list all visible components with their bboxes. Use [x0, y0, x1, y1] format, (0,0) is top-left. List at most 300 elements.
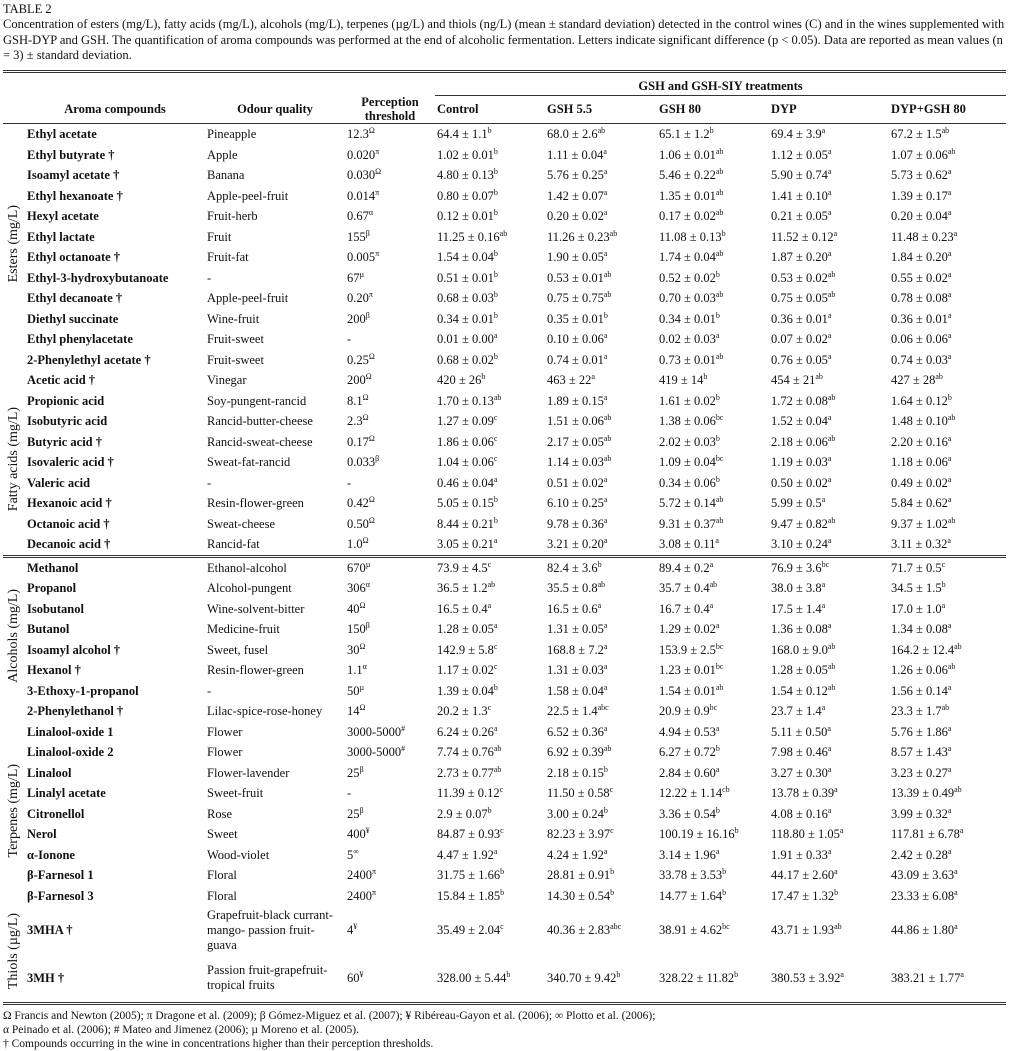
mean-sd: 35.5 ± 0.8 — [547, 581, 598, 595]
value-dyp — [769, 329, 889, 350]
mean-sd: 420 ± 26 — [437, 373, 482, 387]
value-dyp — [769, 432, 889, 453]
significance-letter: a — [603, 330, 608, 340]
threshold-reference: Ω — [375, 166, 382, 176]
mean-sd: 0.75 ± 0.05 — [771, 291, 828, 305]
col-odour-quality: Odour quality — [205, 95, 345, 124]
value-dyp — [769, 865, 889, 886]
significance-letter: a — [827, 412, 832, 422]
mean-sd: 33.78 ± 3.53 — [659, 868, 723, 882]
significance-letter: a — [941, 600, 946, 610]
group-label: Esters (mg/L) — [6, 205, 21, 283]
mean-sd: 1.31 ± 0.05 — [547, 622, 604, 636]
value-dyp — [769, 640, 889, 661]
mean-sd: 0.34 ± 0.06 — [659, 475, 716, 490]
value-dyp-gsh-80 — [889, 619, 1006, 640]
significance-letter: b — [481, 371, 486, 381]
significance-letter: b — [715, 269, 720, 279]
mean-sd: 383.21 ± 1.77 — [891, 970, 961, 985]
mean-sd: 0.78 ± 0.08 — [891, 291, 948, 305]
significance-letter: a — [827, 474, 832, 484]
value-dyp — [769, 247, 889, 268]
value-dyp-gsh-80 — [889, 186, 1006, 207]
significance-letter: ab — [603, 289, 612, 299]
table-row — [3, 370, 1006, 391]
threshold-reference: # — [401, 743, 406, 753]
odour-quality: Wine-fruit — [207, 311, 260, 326]
value-dyp — [769, 165, 889, 186]
value-dyp — [769, 824, 889, 845]
value-gsh-5-5 — [545, 865, 657, 886]
odour-quality: Fruit-herb — [207, 209, 258, 223]
value-gsh-80 — [657, 865, 769, 886]
perception-threshold — [345, 906, 435, 954]
value-control — [435, 329, 545, 350]
mean-sd: 1.89 ± 0.15 — [547, 393, 604, 408]
mean-sd: 1.91 ± 0.33 — [771, 847, 828, 862]
significance-letter: ab — [827, 641, 836, 651]
threshold-value: 25 — [347, 806, 360, 821]
col-dyp: DYP — [769, 95, 889, 124]
value-dyp-gsh-80 — [889, 886, 1006, 907]
value-gsh-5-5 — [545, 514, 657, 535]
significance-letter: a — [947, 207, 952, 217]
significance-letter: ab — [941, 702, 950, 712]
value-dyp-gsh-80 — [889, 578, 1006, 599]
significance-letter: a — [834, 866, 838, 876]
value-gsh-80 — [657, 742, 769, 763]
mean-sd: 1.38 ± 0.06 — [659, 414, 716, 428]
value-control — [435, 165, 545, 186]
threshold-value: 0.42 — [347, 496, 369, 510]
value-gsh-5-5 — [545, 165, 657, 186]
compound-name: 3-Ethoxy-1-propanol — [27, 683, 139, 698]
mean-sd: 11.48 ± 0.23 — [891, 229, 954, 244]
table-row — [3, 742, 1006, 763]
value-control — [435, 124, 545, 145]
threshold-reference: β — [365, 310, 370, 320]
mean-sd: 1.86 ± 0.06 — [437, 434, 494, 449]
value-gsh-80 — [657, 227, 769, 248]
value-gsh-80 — [657, 534, 769, 556]
value-control — [435, 619, 545, 640]
compound-name: Methanol — [25, 556, 205, 578]
value-dyp — [769, 124, 889, 145]
significance-letter: b — [493, 351, 498, 361]
value-dyp — [769, 411, 889, 432]
significance-letter: a — [833, 228, 838, 238]
mean-sd: 5.73 ± 0.62 — [891, 168, 948, 182]
value-gsh-5-5 — [545, 619, 657, 640]
odour-quality: Flower-lavender — [207, 765, 290, 780]
threshold-reference: Ω — [368, 433, 375, 443]
footnote-line: α Peinado et al. (2006); # Mateo and Jimenez (2006); µ Moreno et al. (2005). — [3, 1024, 359, 1036]
mean-sd: 2.9 ± 0.07 — [437, 806, 488, 821]
significance-letter: b — [709, 125, 714, 135]
table-row — [3, 309, 1006, 330]
mean-sd: 35.49 ± 2.04 — [437, 922, 501, 937]
odour-quality: Alcohol-pungent — [207, 581, 292, 595]
mean-sd: 11.25 ± 0.16 — [437, 229, 500, 244]
value-dyp — [769, 954, 889, 1004]
significance-letter: a — [834, 784, 838, 794]
threshold-reference: π — [375, 146, 380, 156]
threshold-reference: π — [368, 289, 373, 299]
significance-letter: a — [493, 620, 498, 630]
perception-threshold — [345, 865, 435, 886]
mean-sd: 4.24 ± 1.92 — [547, 847, 604, 862]
odour-quality: Grapefruit-black currant-mango- passion fruit-guava — [207, 907, 333, 952]
significance-letter: c — [493, 453, 498, 463]
mean-sd: 5.84 ± 0.62 — [891, 496, 948, 510]
significance-letter: ab — [493, 392, 502, 402]
significance-letter: ab — [603, 269, 612, 279]
mean-sd: 11.50 ± 0.58 — [547, 786, 610, 800]
significance-letter: ab — [941, 125, 950, 135]
mean-sd: 1.09 ± 0.04 — [659, 455, 716, 469]
odour-quality: Soy-pungent-rancid — [207, 393, 307, 408]
value-gsh-80 — [657, 578, 769, 599]
significance-letter: ab — [715, 351, 724, 361]
table-caption: Concentration of esters (mg/L), fatty acids (mg/L), alcohols (mg/L), terpenes (µg/L) and thiols (ng/L) (mean ± standard deviation) detected in the control wines (C) and in the wines supplemented with GSH-DYP and GSH. The quantification of aroma compounds was performed at the end of alcoholic fermentation. Letters indicate significant difference (p < 0.05). Data are reported as mean values (n = 3) ± standard deviation. — [3, 17, 1005, 62]
odour-quality: Fruit-sweet — [207, 352, 264, 367]
mean-sd: 3.36 ± 0.54 — [659, 806, 716, 821]
value-control — [435, 473, 545, 494]
odour-quality: Wine-solvent-bitter — [207, 601, 305, 616]
threshold-reference: Ω — [362, 412, 369, 422]
value-dyp — [769, 493, 889, 514]
table-row — [3, 493, 1006, 514]
mean-sd: 5.76 ± 0.25 — [547, 168, 604, 182]
mean-sd: 9.31 ± 0.37 — [659, 516, 716, 531]
mean-sd: 40.36 ± 2.83 — [547, 922, 611, 937]
mean-sd: 1.48 ± 0.10 — [891, 414, 948, 428]
value-control — [435, 247, 545, 268]
mean-sd: 1.42 ± 0.07 — [547, 188, 604, 203]
significance-letter: a — [839, 825, 844, 835]
mean-sd: 68.0 ± 2.6 — [547, 127, 598, 141]
value-gsh-80 — [657, 206, 769, 227]
perception-threshold — [345, 681, 435, 702]
significance-letter: bc — [715, 661, 724, 671]
significance-letter: a — [947, 453, 952, 463]
mean-sd: 5.90 ± 0.74 — [771, 168, 828, 182]
compound-name: Propionic acid — [27, 393, 105, 408]
perception-threshold — [345, 227, 435, 248]
table-row — [3, 701, 1006, 722]
significance-letter: a — [603, 515, 608, 525]
significance-letter: b — [603, 805, 608, 815]
mean-sd: 340.70 ± 9.42 — [547, 970, 617, 985]
value-control — [435, 660, 545, 681]
value-dyp-gsh-80 — [889, 599, 1006, 620]
table-row — [3, 411, 1006, 432]
significance-letter: ab — [597, 579, 606, 589]
odour-quality: Vinegar — [207, 373, 247, 387]
col-gsh-80: GSH 80 — [657, 95, 769, 124]
value-dyp — [769, 186, 889, 207]
value-control — [435, 227, 545, 248]
significance-letter: bc — [715, 412, 724, 422]
mean-sd: 1.12 ± 0.05 — [771, 147, 828, 162]
value-dyp-gsh-80 — [889, 845, 1006, 866]
perception-threshold — [345, 329, 435, 350]
significance-letter: b — [715, 392, 720, 402]
mean-sd: 328.22 ± 11.82 — [659, 970, 735, 985]
threshold-value: 150 — [347, 622, 366, 636]
mean-sd: 1.28 ± 0.05 — [771, 663, 828, 677]
threshold-value: 0.67 — [347, 209, 369, 223]
mean-sd: 2.84 ± 0.60 — [659, 765, 716, 780]
significance-letter: b — [493, 289, 498, 299]
perception-threshold — [345, 370, 435, 391]
value-gsh-80 — [657, 886, 769, 907]
mean-sd: 11.08 ± 0.13 — [659, 229, 722, 244]
value-dyp-gsh-80 — [889, 742, 1006, 763]
perception-threshold — [345, 722, 435, 743]
odour-quality: - — [207, 475, 212, 490]
significance-letter: a — [603, 392, 608, 402]
mean-sd: 1.17 ± 0.02 — [437, 663, 494, 677]
odour-quality: Sweat-cheese — [207, 516, 276, 531]
mean-sd: 1.27 ± 0.09 — [437, 414, 494, 428]
value-gsh-80 — [657, 763, 769, 784]
significance-letter: a — [947, 310, 952, 320]
significance-letter: a — [603, 641, 608, 651]
significance-letter: ab — [947, 146, 956, 156]
significance-letter: a — [947, 723, 952, 733]
significance-letter: a — [603, 846, 608, 856]
mean-sd: 5.05 ± 0.15 — [437, 496, 494, 510]
value-gsh-5-5 — [545, 227, 657, 248]
mean-sd: 9.78 ± 0.36 — [547, 516, 604, 531]
odour-quality: Sweat-fat-rancid — [207, 455, 291, 469]
mean-sd: 0.20 ± 0.02 — [547, 209, 604, 223]
threshold-value: 40 — [347, 601, 360, 616]
mean-sd: 0.74 ± 0.01 — [547, 352, 604, 367]
significance-letter: ab — [827, 515, 836, 525]
mean-sd: 1.56 ± 0.14 — [891, 683, 948, 698]
odour-quality: Sweet-fruit — [207, 786, 264, 800]
significance-letter: a — [840, 969, 844, 979]
mean-sd: 1.18 ± 0.06 — [891, 455, 948, 469]
threshold-reference: π — [375, 248, 380, 258]
compound-name: Isovaleric acid † — [27, 455, 114, 469]
significance-letter: b — [715, 310, 720, 320]
value-dyp — [769, 906, 889, 954]
mean-sd: 3.21 ± 0.20 — [547, 537, 604, 551]
odour-quality: Wood-violet — [207, 847, 270, 862]
mean-sd: 1.35 ± 0.01 — [659, 188, 716, 203]
value-control — [435, 145, 545, 166]
mean-sd: 1.58 ± 0.04 — [547, 683, 604, 698]
value-dyp-gsh-80 — [889, 165, 1006, 186]
perception-threshold — [345, 640, 435, 661]
threshold-value: 670 — [347, 560, 366, 575]
perception-threshold — [345, 804, 435, 825]
threshold-reference: π — [372, 887, 377, 897]
threshold-reference: β — [375, 453, 380, 463]
mean-sd: 5.72 ± 0.14 — [659, 496, 716, 510]
mean-sd: 1.28 ± 0.05 — [437, 622, 494, 636]
significance-letter: b — [493, 146, 498, 156]
significance-letter: bc — [709, 702, 718, 712]
significance-letter: b — [493, 515, 498, 525]
value-gsh-5-5 — [545, 432, 657, 453]
threshold-value: 200 — [347, 373, 366, 387]
significance-letter: a — [947, 474, 952, 484]
compound-name: Ethyl-3-hydroxybutanoate — [27, 270, 169, 285]
compound-name: Octanoic acid † — [27, 516, 110, 531]
significance-letter: a — [954, 921, 958, 931]
significance-letter: b — [597, 559, 602, 569]
value-gsh-5-5 — [545, 763, 657, 784]
value-dyp-gsh-80 — [889, 370, 1006, 391]
significance-letter: a — [947, 351, 952, 361]
significance-letter: a — [603, 682, 608, 692]
value-dyp-gsh-80 — [889, 783, 1006, 804]
value-control — [435, 578, 545, 599]
table-row — [3, 619, 1006, 640]
significance-letter: c — [487, 559, 492, 569]
perception-threshold — [345, 165, 435, 186]
odour-quality: Apple — [207, 147, 238, 162]
mean-sd: 0.17 ± 0.02 — [659, 209, 716, 223]
mean-sd: 65.1 ± 1.2 — [659, 127, 710, 141]
group-label-cell — [3, 722, 25, 907]
mean-sd: 0.75 ± 0.75 — [547, 291, 604, 305]
table-row — [3, 865, 1006, 886]
value-dyp — [769, 681, 889, 702]
significance-letter: b — [500, 866, 505, 876]
mean-sd: 43.09 ± 3.63 — [891, 868, 955, 882]
threshold-value: 8.1 — [347, 393, 363, 408]
compound-name: 3MHA † — [27, 922, 73, 937]
mean-sd: 1.74 ± 0.04 — [659, 250, 716, 264]
significance-letter: a — [493, 846, 498, 856]
value-gsh-80 — [657, 681, 769, 702]
threshold-value: 25 — [347, 765, 360, 780]
significance-letter: ab — [827, 661, 836, 671]
significance-letter: a — [597, 600, 602, 610]
mean-sd: 16.5 ± 0.6 — [547, 601, 598, 616]
significance-letter: a — [715, 723, 720, 733]
significance-letter: a — [493, 723, 498, 733]
value-control — [435, 452, 545, 473]
significance-letter: a — [827, 207, 832, 217]
significance-letter: b — [722, 887, 727, 897]
table-title: TABLE 2 — [3, 2, 52, 16]
mean-sd: 0.76 ± 0.05 — [771, 352, 828, 367]
odour-quality: - — [207, 270, 212, 285]
value-gsh-80 — [657, 370, 769, 391]
mean-sd: 0.68 ± 0.03 — [437, 291, 494, 305]
odour-quality: Fruit-fat — [207, 250, 249, 264]
value-gsh-80 — [657, 514, 769, 535]
threshold-value: 2.3 — [347, 414, 363, 428]
perception-threshold — [345, 845, 435, 866]
mean-sd: 0.68 ± 0.02 — [437, 352, 494, 367]
compound-name: β-Farnesol 3 — [27, 888, 94, 903]
table-row — [3, 534, 1006, 556]
mean-sd: 168.0 ± 9.0 — [771, 642, 828, 657]
significance-letter: a — [603, 494, 608, 504]
value-dyp-gsh-80 — [889, 681, 1006, 702]
significance-letter: a — [603, 207, 608, 217]
value-gsh-80 — [657, 452, 769, 473]
threshold-value: 155 — [347, 229, 366, 244]
value-gsh-5-5 — [545, 411, 657, 432]
significance-letter: a — [715, 535, 719, 545]
threshold-reference: Ω — [365, 371, 372, 381]
mean-sd: 5.76 ± 1.86 — [891, 724, 948, 739]
value-gsh-80 — [657, 619, 769, 640]
significance-letter: a — [603, 620, 608, 630]
value-control — [435, 804, 545, 825]
significance-letter: bc — [821, 559, 830, 569]
mean-sd: 1.39 ± 0.17 — [891, 188, 948, 203]
value-control — [435, 370, 545, 391]
group-label: Alcohols (mg/L) — [6, 589, 21, 684]
value-control — [435, 763, 545, 784]
table-row — [3, 763, 1006, 784]
significance-letter: c — [499, 784, 504, 794]
mean-sd: 380.53 ± 3.92 — [771, 970, 841, 985]
significance-letter: b — [493, 207, 498, 217]
significance-letter: a — [827, 146, 832, 156]
value-control — [435, 954, 545, 1004]
threshold-value: 5 — [347, 847, 354, 862]
mean-sd: 0.06 ± 0.06 — [891, 332, 948, 346]
mean-sd: 3.10 ± 0.24 — [771, 537, 828, 551]
value-control — [435, 906, 545, 954]
perception-threshold — [345, 309, 435, 330]
table-row — [3, 227, 1006, 248]
perception-threshold — [345, 619, 435, 640]
threshold-reference: Ω — [359, 641, 366, 651]
threshold-reference: Ω — [362, 392, 369, 402]
mean-sd: 35.7 ± 0.4 — [659, 581, 710, 595]
table-row — [3, 432, 1006, 453]
value-control — [435, 599, 545, 620]
perception-threshold — [345, 578, 435, 599]
mean-sd: 3.00 ± 0.24 — [547, 806, 604, 821]
significance-letter: a — [954, 866, 958, 876]
significance-letter: abc — [597, 702, 609, 712]
threshold-reference: Ω — [359, 600, 366, 610]
mean-sd: 142.9 ± 5.8 — [437, 642, 494, 657]
perception-threshold — [345, 954, 435, 1004]
table-row — [3, 640, 1006, 661]
mean-sd: 0.80 ± 0.07 — [437, 188, 494, 203]
col-gsh-5-5: GSH 5.5 — [545, 95, 657, 124]
threshold-reference: β — [359, 805, 364, 815]
value-gsh-80 — [657, 145, 769, 166]
threshold-reference: ¥ — [359, 969, 364, 979]
significance-letter: a — [947, 433, 952, 443]
compound-name: Isoamyl acetate † — [27, 168, 120, 182]
mean-sd: 13.39 ± 0.49 — [891, 786, 955, 800]
mean-sd: 8.44 ± 0.21 — [437, 516, 494, 531]
value-gsh-80 — [657, 165, 769, 186]
mean-sd: 6.92 ± 0.39 — [547, 745, 604, 759]
odour-quality: Floral — [207, 868, 237, 882]
value-dyp-gsh-80 — [889, 514, 1006, 535]
significance-letter: b — [722, 866, 727, 876]
value-control — [435, 722, 545, 743]
mean-sd: 17.5 ± 1.4 — [771, 601, 822, 616]
table-row — [3, 124, 1006, 145]
